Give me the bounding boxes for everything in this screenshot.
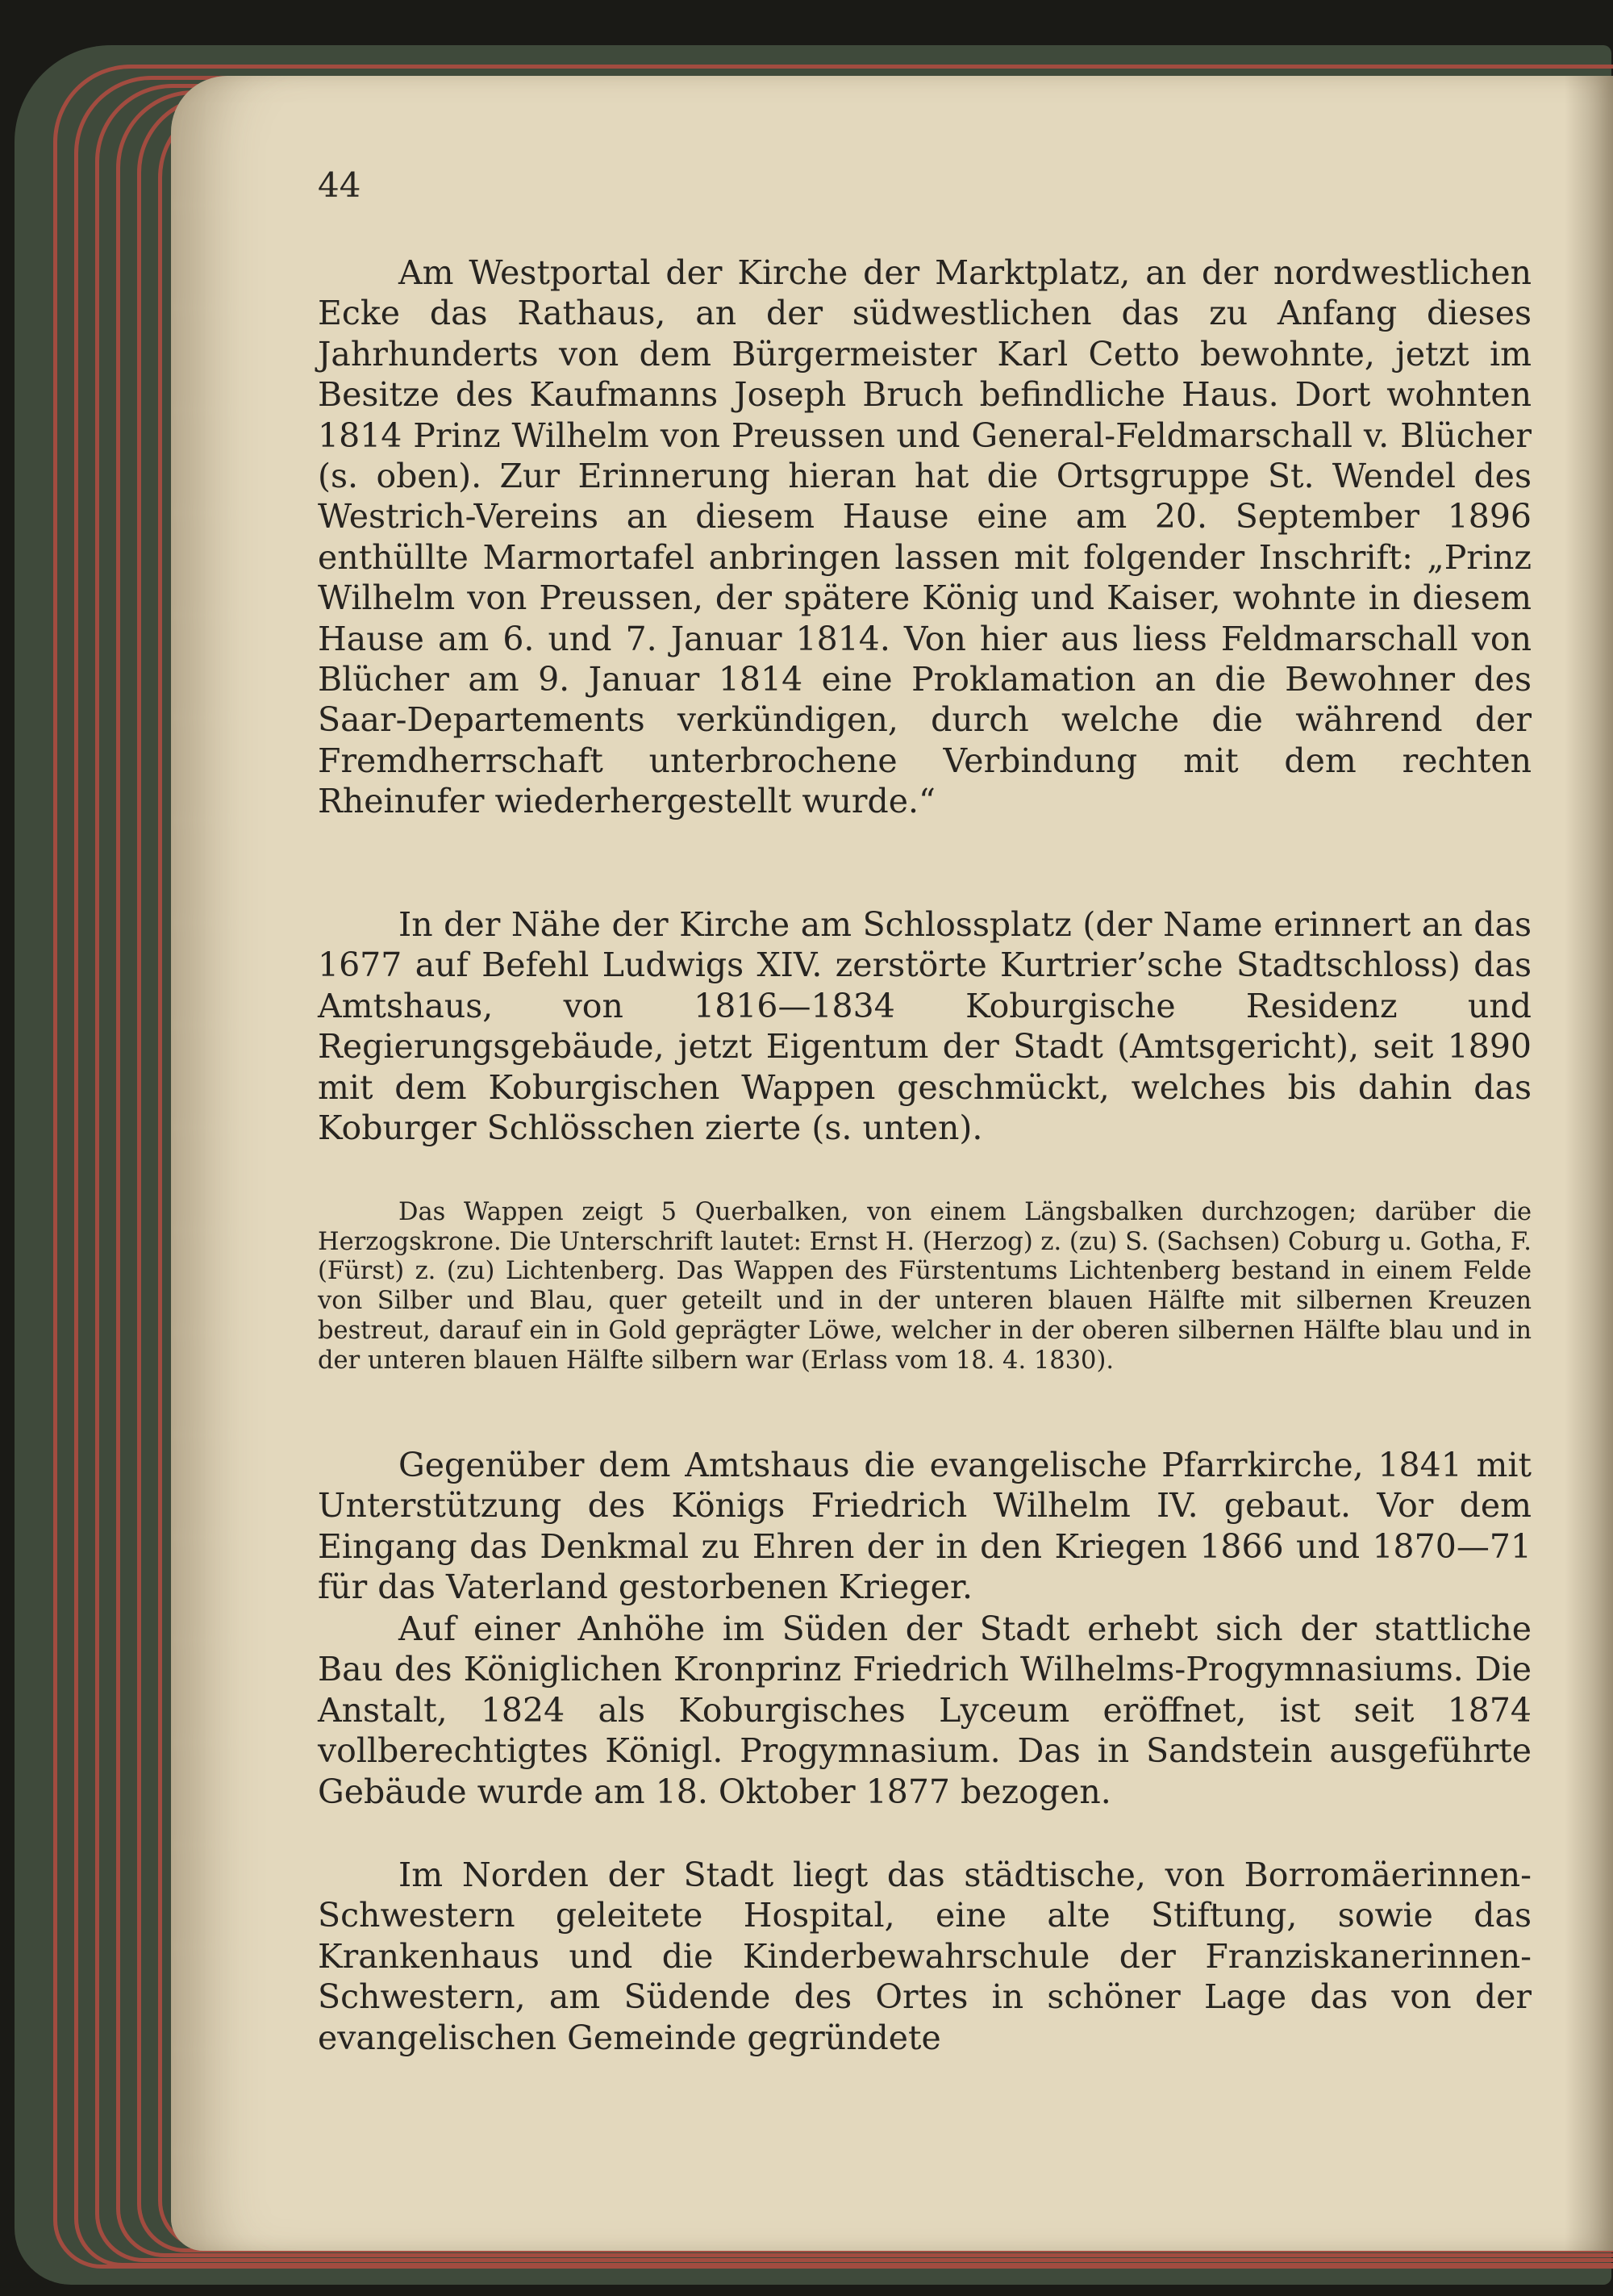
paragraph-marktplatz: Am Westportal der Kirche der Marktplatz, an der nordwestlichen Ecke das Rathaus, an der südwestlichen das zu Anfang dieses Jahrhunderts von dem Bürgermeister Karl Cetto bewohnte, jetzt im Besitze des Kaufmanns Joseph Bruch befindliche Haus. Dort wohnten 1814 Prinz Wilhelm von Preussen und General-Feldmarschall v. Blücher (s. oben). Zur Erinnerung hieran hat die Ortsgruppe St. Wendel des Westrich-Vereins an diesem Hause eine am 20. September 1896 enthüllte Marmortafel anbringen lassen mit folgender Inschrift: „Prinz Wilhelm von Preussen, der spätere König und Kaiser, wohnte in diesem Hause am 6. und 7. Januar 1814. Von hier aus liess Feldmarschall von Blücher am 9. Januar 1814 eine Proklamation an die Bewohner des Saar-Departements verkündigen, durch welche die während der Fremdherrschaft unterbrochene Verbindung mit dem rechten Rheinufer wiederhergestellt wurde.“: [318, 253, 1532, 821]
footnote-wappen: Das Wappen zeigt 5 Querbalken, von einem Längsbalken durchzogen; darüber die Herzogskrone. Die Unterschrift lautet: Ernst H. (Herzog) z. (zu) S. (Sachsen) Coburg u. Gotha, F. (Fürst) z. (zu) Lichtenberg. Das Wappen des Fürstentums Lichtenberg bestand in einem Felde von Silber und Blau, quer geteilt und in der unteren blauen Hälfte mit silbernen Kreuzen bestreut, darauf ein in Gold geprägter Löwe, welcher in der oberen silbernen Hälfte blau und in der unteren blauen Hälfte silbern war (Erlass vom 18. 4. 1830).: [318, 1198, 1532, 1375]
paragraph-pfarrkirche: Gegenüber dem Amtshaus die evangelische Pfarrkirche, 1841 mit Unterstützung des Königs Friedrich Wilhelm IV. gebaut. Vor dem Eingang das Denkmal zu Ehren der in den Kriegen 1866 und 1870—71 für das Vaterland gestorbenen Krieger.: [318, 1446, 1532, 1607]
paragraph-schlossplatz: In der Nähe der Kirche am Schlossplatz (der Name erinnert an das 1677 auf Befehl Ludwigs XIV. zerstörte Kurtrier’sche Stadtschloss) das Amtshaus, von 1816—1834 Koburgische Residenz und Regierungsgebäude, jetzt Eigentum der Stadt (Amtsgericht), seit 1890 mit dem Koburgischen Wappen geschmückt, welches bis dahin das Koburger Schlösschen zierte (s. unten).: [318, 905, 1532, 1148]
paragraph-progymnasium: Auf einer Anhöhe im Süden der Stadt erhebt sich der stattliche Bau des Königlichen Kronprinz Friedrich Wilhelms-Progymnasiums. Die Anstalt, 1824 als Koburgisches Lyceum eröffnet, ist seit 1874 vollberechtigtes Königl. Progymnasium. Das in Sandstein ausgeführte Gebäude wurde am 18. Oktober 1877 bezogen.: [318, 1609, 1532, 1811]
page-number: 44: [318, 165, 361, 205]
page-gutter-shadow: [1565, 76, 1613, 2251]
paragraph-hospital: Im Norden der Stadt liegt das städtische, von Borromäerinnen-Schwestern geleitete Hospital, eine alte Stiftung, sowie das Krankenhaus und die Kinderbewahrschule der Franziskanerinnen-Schwestern, am Südende des Ortes in schöner Lage das von der evangelischen Gemeinde gegründete: [318, 1856, 1532, 2057]
